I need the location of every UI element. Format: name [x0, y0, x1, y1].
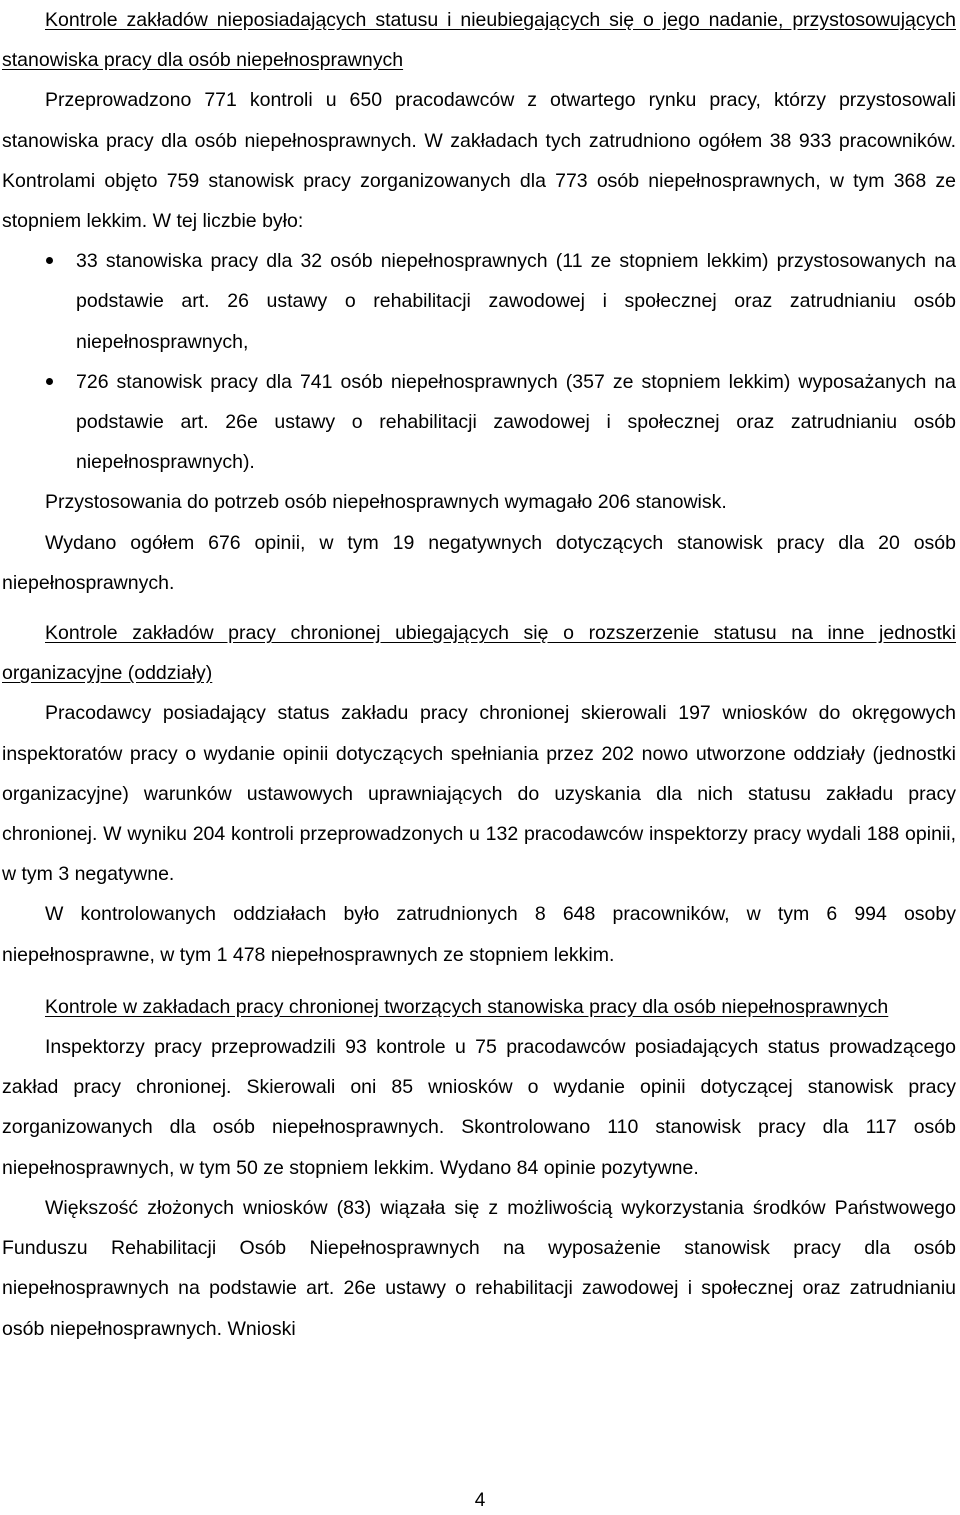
paragraph: Wydano ogółem 676 opinii, w tym 19 negatywnych dotyczących stanowisk pracy dla 20 osób niepełnosprawnych. [2, 531, 956, 594]
paragraph: Przeprowadzono 771 kontroli u 650 pracodawców z otwartego rynku pracy, którzy przystosowali stanowiska pracy dla osób niepełnosprawnych. W zakładach tych zatrudniono ogółem 38 933 pracowników. Kontrolami objęto 759 stanowisk pracy zorganizowanych dla 773 osób niepełnosprawnych, w tym 368 ze stopniem lekkim. W tej liczbie było: [2, 89, 956, 233]
bullet-item [2, 241, 956, 362]
bullet-list [2, 241, 956, 482]
section-heading-2: Kontrole zakładów pracy chronionej ubiegających się o rozszerzenie statusu na inne jednostki organizacyjne (oddziały) [2, 622, 956, 685]
bullet-icon [46, 257, 53, 264]
bullet-icon [46, 378, 53, 385]
bullet-text: 726 stanowisk pracy dla 741 osób niepełnosprawnych (357 ze stopniem lekkim) wyposażanych na podstawie art. 26e ustawy o rehabilitacji zawodowej i społecznej oraz zatrudnianiu osób niepełnosprawnych). [76, 370, 956, 474]
section-heading-1: Kontrole zakładów nieposiadających statusu i nieubiegających się o jego nadanie, przystosowujących stanowiska pracy dla osób niepełnosprawnych [2, 9, 956, 72]
section-heading-3: Kontrole w zakładach pracy chronionej tworzących stanowiska pracy dla osób niepełnosprawnych [45, 995, 889, 1018]
paragraph: Większość złożonych wniosków (83) wiązała się z możliwością wykorzystania środków Państwowego Funduszu Rehabilitacji Osób Niepełnosprawnych na wyposażenie stanowisk pracy dla osób niepełnosprawnych na podstawie art. 26e ustawy o rehabilitacji zawodowej i społecznej oraz zatrudnianiu osób niepełnosprawnych. Wnioski [2, 1196, 956, 1340]
paragraph: Przystosowania do potrzeb osób niepełnosprawnych wymagało 206 stanowisk. [45, 491, 727, 514]
paragraph: Inspektorzy pracy przeprowadzili 93 kontrole u 75 pracodawców posiadających status prowadzącego zakład pracy chronionej. Skierowali oni 85 wniosków o wydanie opinii dotyczącej stanowisk pracy zorganizowanych dla osób niepełnosprawnych. Skontrolowano 110 stanowisk pracy dla 117 osób niepełnosprawnych, w tym 50 ze stopniem lekkim. Wydano 84 opinie pozytywne. [2, 1036, 956, 1179]
paragraph: Pracodawcy posiadający status zakładu pracy chronionej skierowali 197 wniosków do okręgowych inspektoratów pracy o wydanie opinii dotyczących spełniania przez 202 nowo utworzone oddziały (jednostki organizacyjne) warunków ustawowych uprawniających do uzyskania dla nich statusu zakładu pracy chronionej. W wyniku 204 kontroli przeprowadzonych u 132 pracodawców inspektorzy pracy wydali 188 opinii, w tym 3 negatywne. [2, 702, 956, 886]
page-number: 4 [474, 1490, 486, 1511]
bullet-text: 33 stanowiska pracy dla 32 osób niepełnosprawnych (11 ze stopniem lekkim) przystosowanych na podstawie art. 26 ustawy o rehabilitacji zawodowej i społecznej oraz zatrudnianiu osób niepełnosprawnych, [76, 250, 956, 353]
paragraph: W kontrolowanych oddziałach było zatrudnionych 8 648 pracowników, w tym 6 994 osoby niepełnosprawne, w tym 1 478 niepełnosprawnych ze stopniem lekkim. [2, 903, 956, 966]
bullet-item [2, 362, 956, 483]
